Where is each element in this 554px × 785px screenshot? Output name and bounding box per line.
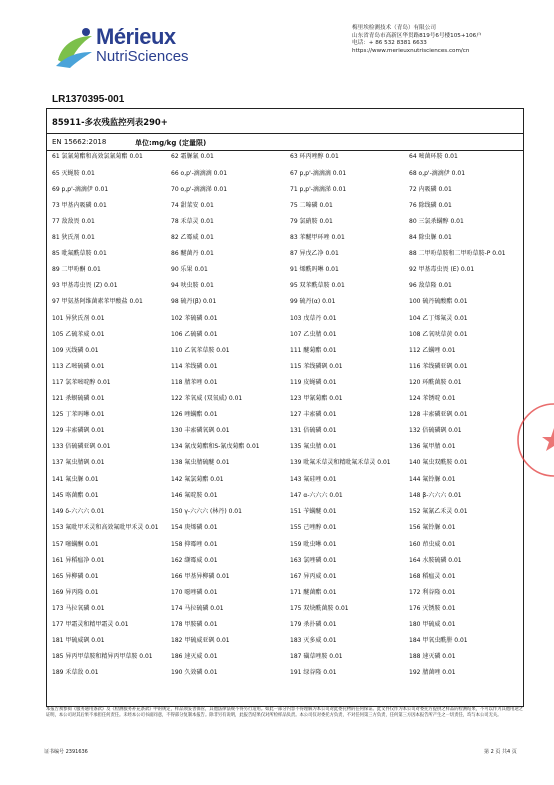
- pesticide-cell: 163 氯唑磷 0.01: [290, 556, 337, 564]
- pesticide-cell: 75 二嗪磷 0.01: [290, 201, 333, 209]
- pesticide-cell: 105 乙硫苯威 0.01: [52, 330, 105, 338]
- pesticide-cell: 176 灭锈胺 0.01: [409, 604, 456, 612]
- pesticide-cell: 186 速灭威 0.01: [171, 652, 218, 660]
- pesticide-cell: 89 二甲吩酮 0.01: [52, 266, 101, 274]
- pesticide-cell: 61 氯氰菊酯和高效氯氰菊酯 0.01: [52, 153, 143, 160]
- pesticide-cell: 65 灭蝇胺 0.01: [52, 169, 95, 177]
- pesticide-cell: 90 乐果 0.01: [171, 266, 208, 274]
- table-row: [47, 186, 523, 202]
- pesticide-cell: 123 甲氰菊酯 0.01: [290, 394, 343, 402]
- company-name: 梅里埃检测技术（青岛）有限公司: [352, 25, 436, 31]
- table-row: [47, 202, 523, 218]
- pesticide-cell: 117 氯苯嘧啶醇 0.01: [52, 378, 111, 386]
- pesticide-cell: 174 马拉硫磷 0.01: [171, 604, 224, 612]
- pesticide-cell: 182 甲硫威亚砜 0.01: [171, 636, 230, 644]
- table-row: [47, 589, 523, 605]
- pesticide-cell: 103 戊草丹 0.01: [290, 314, 337, 322]
- pesticide-cell: 116 苯线磷亚砜 0.01: [409, 362, 468, 370]
- pesticide-cell: 62 霜脲氰 0.01: [171, 153, 214, 160]
- table-row: [47, 379, 523, 395]
- pesticide-cell: 191 绿谷隆 0.01: [290, 669, 337, 677]
- pesticide-cell: 177 甲霜灵和精甲霜灵 0.01: [52, 620, 129, 628]
- pesticide-cell: 171 醚菌酯 0.01: [290, 588, 337, 596]
- pesticide-cell: 124 苯锈啶 0.01: [409, 394, 456, 402]
- pesticide-cell: 73 甲基内吸磷 0.01: [52, 201, 107, 209]
- table-row: [47, 315, 523, 331]
- pesticide-cell: 83 苯醚甲环唑 0.01: [290, 233, 345, 241]
- pesticide-cell: 114 苯线磷 0.01: [171, 362, 218, 370]
- pesticide-cell: 149 δ-六六六 0.01: [52, 507, 105, 515]
- pesticide-cell: 145 咯菌酯 0.01: [52, 491, 99, 499]
- table-row: [47, 541, 523, 557]
- table-row: [47, 637, 523, 653]
- brand-name-line2: NutriSciences: [96, 48, 189, 65]
- pesticide-cell: 185 异丙甲草胺和精异丙甲草胺 0.01: [52, 652, 153, 660]
- logo-mark-icon: [52, 26, 96, 70]
- pesticide-cell: 118 腈苯唑 0.01: [171, 378, 218, 386]
- pesticide-cell: 71 p,p'-滴滴涕 0.01: [290, 185, 347, 193]
- company-address: 山东省青岛市高新区华贯路819号6号楼105+106户: [352, 32, 482, 39]
- table-row: [47, 427, 523, 443]
- pesticide-cell: 161 异稻瘟净 0.01: [52, 556, 105, 564]
- pesticide-cell: 131 倍硫磷 0.01: [290, 426, 337, 434]
- table-row: [47, 669, 523, 685]
- pesticide-cell: 78 禾草灵 0.01: [171, 217, 214, 225]
- table-row: [47, 524, 523, 541]
- pesticide-cell: 146 氟啶胺 0.01: [171, 491, 218, 499]
- pesticide-cell: 120 环酰菌胺 0.01: [409, 378, 462, 386]
- table-row: [47, 395, 523, 411]
- pesticide-cell: 143 氟硅唑 0.01: [290, 475, 337, 483]
- pesticide-cell: 81 狄氏剂 0.01: [52, 233, 95, 241]
- pesticide-cell: 101 异狄氏剂 0.01: [52, 314, 105, 322]
- table-row: [47, 573, 523, 589]
- standard-row: [47, 133, 523, 151]
- table-row: [47, 250, 523, 267]
- pesticide-cell: 188 速灭磷 0.01: [409, 652, 456, 660]
- pesticide-cell: 104 乙丁烯氟灵 0.01: [409, 314, 468, 322]
- pesticide-cell: 99 硫丹(α) 0.01: [290, 298, 336, 306]
- pesticide-cell: 115 苯线磷砜 0.01: [290, 362, 343, 370]
- pesticide-cell: 175 双炔酰菌胺 0.01: [290, 604, 349, 612]
- pesticide-cell: 96 敌草隆 0.01: [409, 282, 452, 290]
- pesticide-cell: 122 苯氧威 (双氧威) 0.01: [171, 394, 243, 402]
- pesticide-cell: 76 除线磷 0.01: [409, 201, 452, 209]
- pesticide-cell: 107 乙虫腈 0.01: [290, 330, 337, 338]
- pesticide-cell: 158 抑霉唑 0.01: [171, 540, 218, 548]
- pesticide-cell: 180 甲硫威 0.01: [409, 620, 456, 628]
- unit-label: 单位:mg/kg (定量限): [135, 139, 207, 147]
- table-row: [47, 331, 523, 347]
- pesticide-cell: 157 噻螨酮 0.01: [52, 540, 99, 548]
- pesticide-cell: 152 氟氰乙禾灵 0.01: [409, 507, 468, 515]
- pesticide-cell: 94 呋虫胺 0.01: [171, 282, 214, 290]
- red-seal-stamp: [514, 400, 554, 480]
- results-table: [46, 108, 524, 707]
- pesticide-cell: 119 皮蝇磷 0.01: [290, 378, 337, 386]
- pesticide-cell: 140 氟虫双酰胺 0.01: [409, 459, 468, 467]
- pesticide-cell: 93 甲基毒虫畏 (Z) 0.01: [52, 282, 118, 290]
- pesticide-cell: 92 甲基毒虫畏 (E) 0.01: [409, 266, 475, 274]
- pesticide-cell: 181 甲硫威砜 0.01: [52, 636, 105, 644]
- pesticide-cell: 84 除虫脲 0.01: [409, 233, 452, 241]
- pesticide-cell: 184 甲氧虫酰肼 0.01: [409, 636, 468, 644]
- pesticide-cell: 82 乙霉威 0.01: [171, 233, 214, 241]
- table-row: [47, 411, 523, 427]
- pesticide-cell: 127 丰索磷 0.01: [290, 410, 337, 418]
- table-row: [47, 459, 523, 476]
- pesticide-cell: 168 稻瘟灵 0.01: [409, 572, 456, 580]
- pesticide-cell: 63 环丙唑醇 0.01: [290, 153, 339, 160]
- pesticide-cell: 79 氯硝胺 0.01: [290, 217, 333, 225]
- table-row: [47, 153, 523, 170]
- table-row: [47, 347, 523, 363]
- pesticide-cell: 68 o,p'-滴滴伊 0.01: [409, 169, 466, 177]
- pesticide-cell: 134 氰戊菊酯和S-氰戊菊酯 0.01: [171, 442, 260, 450]
- table-row: [47, 298, 523, 315]
- pesticide-cell: 86 醚菌丹 0.01: [171, 249, 214, 257]
- pesticide-cell: 183 灭多威 0.01: [290, 636, 337, 644]
- pesticide-cell: 165 异柳磷 0.01: [52, 572, 99, 580]
- table-row: [47, 170, 523, 186]
- pesticide-cell: 111 醚菊酯 0.01: [290, 346, 337, 354]
- pesticide-cell: 74 甜菜安 0.01: [171, 201, 214, 209]
- pesticide-cell: 66 o,p'-滴滴滴 0.01: [171, 169, 228, 177]
- table-row: [47, 218, 523, 234]
- pesticide-cell: 108 乙氧呋草黄 0.01: [409, 330, 468, 338]
- table-row: [47, 266, 523, 282]
- table-row: [47, 363, 523, 379]
- merieux-logo: [52, 20, 192, 76]
- pesticide-cell: 132 倍硫磷砜 0.01: [409, 426, 462, 434]
- pesticide-cell: 135 氟虫腈 0.01: [290, 442, 337, 450]
- table-row: [47, 621, 523, 637]
- table-row: [47, 234, 523, 250]
- pesticide-cell: 72 内吸磷 0.01: [409, 185, 452, 193]
- pesticide-cell: 187 磺草唑胺 0.01: [290, 652, 343, 660]
- pesticide-cell: 147 α-六六六 0.01: [290, 491, 343, 499]
- pesticide-cell: 155 己唑醇 0.01: [290, 523, 337, 531]
- pesticide-cell: 173 马拉氧磷 0.01: [52, 604, 105, 612]
- pesticide-cell: 150 γ-六六六 (林丹) 0.01: [171, 507, 242, 515]
- pesticide-cell: 130 丰索磷氧砜 0.01: [171, 426, 230, 434]
- method-standard: EN 15662:2018: [52, 138, 107, 146]
- pesticide-cell: 91 烯酰吗啉 0.01: [290, 266, 339, 274]
- pesticide-cell: 153 氟吡甲禾灵和高效氟吡甲禾灵 0.01: [52, 523, 159, 531]
- pesticide-cell: 170 噁唑磷 0.01: [171, 588, 218, 596]
- pesticide-cell: 164 水胺硫磷 0.01: [409, 556, 462, 564]
- pesticide-cell: 97 甲氨基阿维菌素苯甲酸盐 0.01: [52, 298, 143, 306]
- pesticide-cell: 70 o,p'-滴滴涕 0.01: [171, 185, 228, 193]
- table-row: [47, 492, 523, 508]
- table-title-row: [47, 109, 523, 134]
- pesticide-cell: 77 敌敌畏 0.01: [52, 217, 95, 225]
- pesticide-cell: 85 吡氟酰草胺 0.01: [52, 249, 107, 257]
- pesticide-cell: 102 苯硫磷 0.01: [171, 314, 218, 322]
- pesticide-cell: 129 丰索磷砜 0.01: [52, 426, 105, 434]
- pesticide-cell: 148 β-六六六 0.01: [409, 491, 462, 499]
- table-row: [47, 443, 523, 460]
- pesticide-cell: 154 庚烯磷 0.01: [171, 523, 218, 531]
- pesticide-cell: 160 茚虫威 0.01: [409, 540, 456, 548]
- table-row: [47, 282, 523, 298]
- table-row: [47, 557, 523, 573]
- page-number: 第 2 页 共4 页: [484, 749, 517, 755]
- pesticide-cell: 133 倍硫磷亚砜 0.01: [52, 442, 111, 450]
- pesticide-grid: [47, 153, 523, 685]
- pesticide-cell: 110 乙氧苯草胺 0.01: [171, 346, 230, 354]
- pesticide-cell: 137 氟虫腈砜 0.01: [52, 459, 105, 467]
- pesticide-cell: 126 唑螨酯 0.01: [171, 410, 218, 418]
- pesticide-cell: 98 硫丹(β) 0.01: [171, 298, 217, 306]
- pesticide-cell: 156 氟铃脲 0.01: [409, 523, 456, 531]
- pesticide-cell: 166 甲基异柳磷 0.01: [171, 572, 230, 580]
- certificate-number: 证书编号 2391636: [44, 749, 88, 755]
- pesticide-cell: 178 甲胺磷 0.01: [171, 620, 218, 628]
- pesticide-cell: 138 氟虫腈硫醚 0.01: [171, 459, 230, 467]
- pesticide-cell: 112 乙螨唑 0.01: [409, 346, 456, 354]
- pesticide-cell: 179 杀扑磷 0.01: [290, 620, 337, 628]
- company-phone: 电话：+ 86 532 8381 6633: [352, 40, 427, 47]
- pesticide-cell: 192 腈菌唑 0.01: [409, 669, 456, 677]
- company-info: [352, 25, 532, 56]
- pesticide-cell: 167 异丙威 0.01: [290, 572, 337, 580]
- pesticide-cell: 125 丁苯吗啉 0.01: [52, 410, 105, 418]
- company-website: https://www.merieuxnutrisciences.com/cn: [352, 48, 470, 55]
- pesticide-cell: 189 禾草敌 0.01: [52, 669, 99, 677]
- pesticide-cell: 67 p,p'-滴滴滴 0.01: [290, 169, 347, 177]
- pesticide-cell: 136 氟甲腈 0.01: [409, 442, 456, 450]
- table-row: [47, 653, 523, 670]
- pesticide-cell: 151 苄螨醚 0.01: [290, 507, 337, 515]
- pesticide-cell: 69 p,p'-滴滴伊 0.01: [52, 185, 109, 193]
- table-row: [47, 508, 523, 524]
- pesticide-cell: 95 双苯酰草胺 0.01: [290, 282, 345, 290]
- pesticide-cell: 106 乙硫磷 0.01: [171, 330, 218, 338]
- pesticide-cell: 139 吡氟禾草灵和精吡氟禾草灵 0.01: [290, 459, 391, 467]
- pesticide-cell: 128 丰索磷亚砜 0.01: [409, 410, 468, 418]
- pesticide-cell: 159 吡虫啉 0.01: [290, 540, 337, 548]
- pesticide-cell: 80 三氯杀螨醇 0.01: [409, 217, 464, 225]
- pesticide-cell: 172 利谷隆 0.01: [409, 588, 456, 596]
- pesticide-cell: 88 二甲吩草胺和二甲吩草胺-P 0.01: [409, 249, 506, 257]
- pesticide-cell: 141 氟虫脲 0.01: [52, 475, 99, 483]
- brand-name-line1: Mérieux: [96, 24, 176, 49]
- disclaimer-note: 本报告须参阅《服务通用条款》及《检测服务补充条款》中的规定，样品须妥善保管，其他法律法规不得另行适用。如此一部分内容不得理解为本公司对此委托物的任何保证。此文件仅作为本公司对委托方提供之样品的检测结果，不可以作为其他用途之证明，本公司对其后果不承担任何责任。未经本公司书面同意，不得部分复制本报告。除非另有说明，此报告结果仅对所检样品负责。本公司仅对委托方负责，不对任何第三方负责，任何第三方因本报告所产生之一切责任，均与本公司无关。: [46, 707, 523, 718]
- pesticide-cell: 113 乙嘧硫磷 0.01: [52, 362, 105, 370]
- pesticide-cell: 100 硫丹硫酸酯 0.01: [409, 298, 468, 306]
- pesticide-cell: 190 久效磷 0.01: [171, 669, 218, 677]
- table-row: [47, 476, 523, 492]
- pesticide-cell: 109 灭线磷 0.01: [52, 346, 99, 354]
- pesticide-cell: 142 氟氯菊酯 0.01: [171, 475, 224, 483]
- pesticide-cell: 87 异戊乙净 0.01: [290, 249, 339, 257]
- table-row: [47, 605, 523, 621]
- pesticide-cell: 144 氟铃脲 0.01: [409, 475, 456, 483]
- pesticide-cell: 121 杀螟硫磷 0.01: [52, 394, 105, 402]
- pesticide-cell: 64 嘧菌环胺 0.01: [409, 153, 458, 160]
- report-number: LR1370395-001: [52, 94, 125, 105]
- pesticide-cell: 169 异丙隆 0.01: [52, 588, 99, 596]
- pesticide-cell: 162 缬霉威 0.01: [171, 556, 218, 564]
- table-title: 85911-多农残监控列表290+: [52, 117, 168, 127]
